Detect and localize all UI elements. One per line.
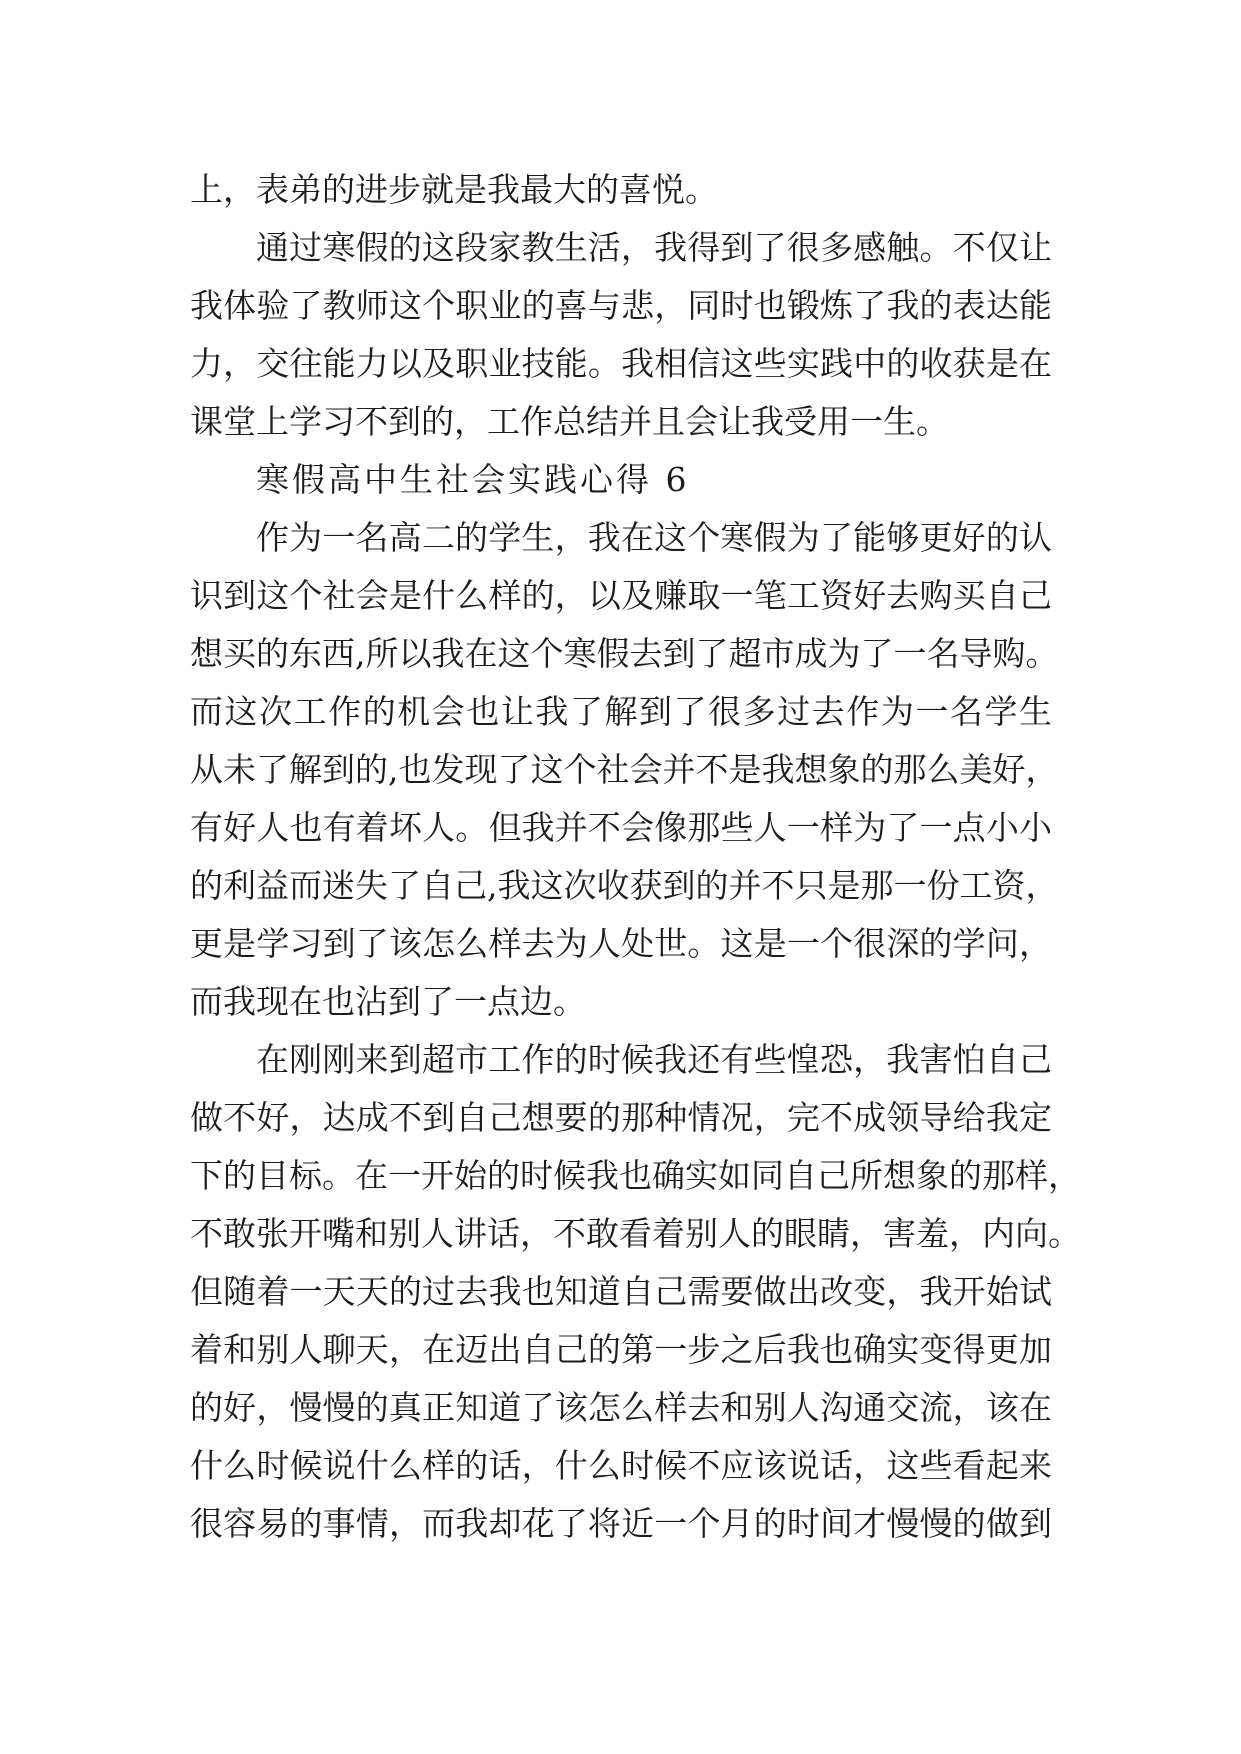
text-line: 作为一名高二的学生，我在这个寒假为了能够更好的认 xyxy=(256,518,1052,557)
text-line: 的利益而迷失了自己,我这次收获到的并不只是那一份工资， xyxy=(190,866,1059,905)
text-line: 上，表弟的进步就是我最大的喜悦。 xyxy=(190,170,718,209)
text-line: 在刚刚来到超市工作的时候我还有些惶恐，我害怕自己 xyxy=(256,1040,1052,1079)
text-line: 有好人也有着坏人。但我并不会像那些人一样为了一点小小 xyxy=(190,808,1052,847)
text-line: 下的目标。在一开始的时候我也确实如同自己所想象的那样， xyxy=(190,1156,1081,1195)
text-line: 通过寒假的这段家教生活，我得到了很多感触。不仅让 xyxy=(256,228,1052,267)
text-line: 不敢张开嘴和别人讲话，不敢看着别人的眼睛，害羞，内向。 xyxy=(190,1214,1081,1253)
text-line: 但随着一天天的过去我也知道自己需要做出改变，我开始试 xyxy=(190,1272,1052,1311)
text-line: 从未了解到的,也发现了这个社会并不是我想象的那么美好， xyxy=(190,750,1059,789)
text-line: 力，交往能力以及职业技能。我相信这些实践中的收获是在 xyxy=(190,344,1052,383)
text-line: 想买的东西,所以我在这个寒假去到了超市成为了一名导购。 xyxy=(190,634,1059,673)
text-line: 很容易的事情，而我却花了将近一个月的时间才慢慢的做到 xyxy=(190,1504,1052,1543)
text-line: 识到这个社会是什么样的，以及赚取一笔工资好去购买自己 xyxy=(190,576,1052,615)
text-line: 而这次工作的机会也让我了解到了很多过去作为一名学生 xyxy=(190,692,1052,731)
text-line: 而我现在也沾到了一点边。 xyxy=(190,982,586,1021)
text-line: 着和别人聊天，在迈出自己的第一步之后我也确实变得更加 xyxy=(190,1330,1052,1369)
text-line: 课堂上学习不到的，工作总结并且会让我受用一生。 xyxy=(190,402,949,441)
text-line: 什么时候说什么样的话，什么时候不应该说话，这些看起来 xyxy=(190,1446,1052,1485)
text-line: 更是学习到了该怎么样去为人处世。这是一个很深的学问， xyxy=(190,924,1052,963)
section-heading: 寒假高中生社会实践心得 6 xyxy=(256,460,690,499)
text-line: 的好，慢慢的真正知道了该怎么样去和别人沟通交流，该在 xyxy=(190,1388,1052,1427)
text-line: 做不好，达成不到自己想要的那种情况，完不成领导给我定 xyxy=(190,1098,1052,1137)
text-line: 我体验了教师这个职业的喜与悲，同时也锻炼了我的表达能 xyxy=(190,286,1052,325)
